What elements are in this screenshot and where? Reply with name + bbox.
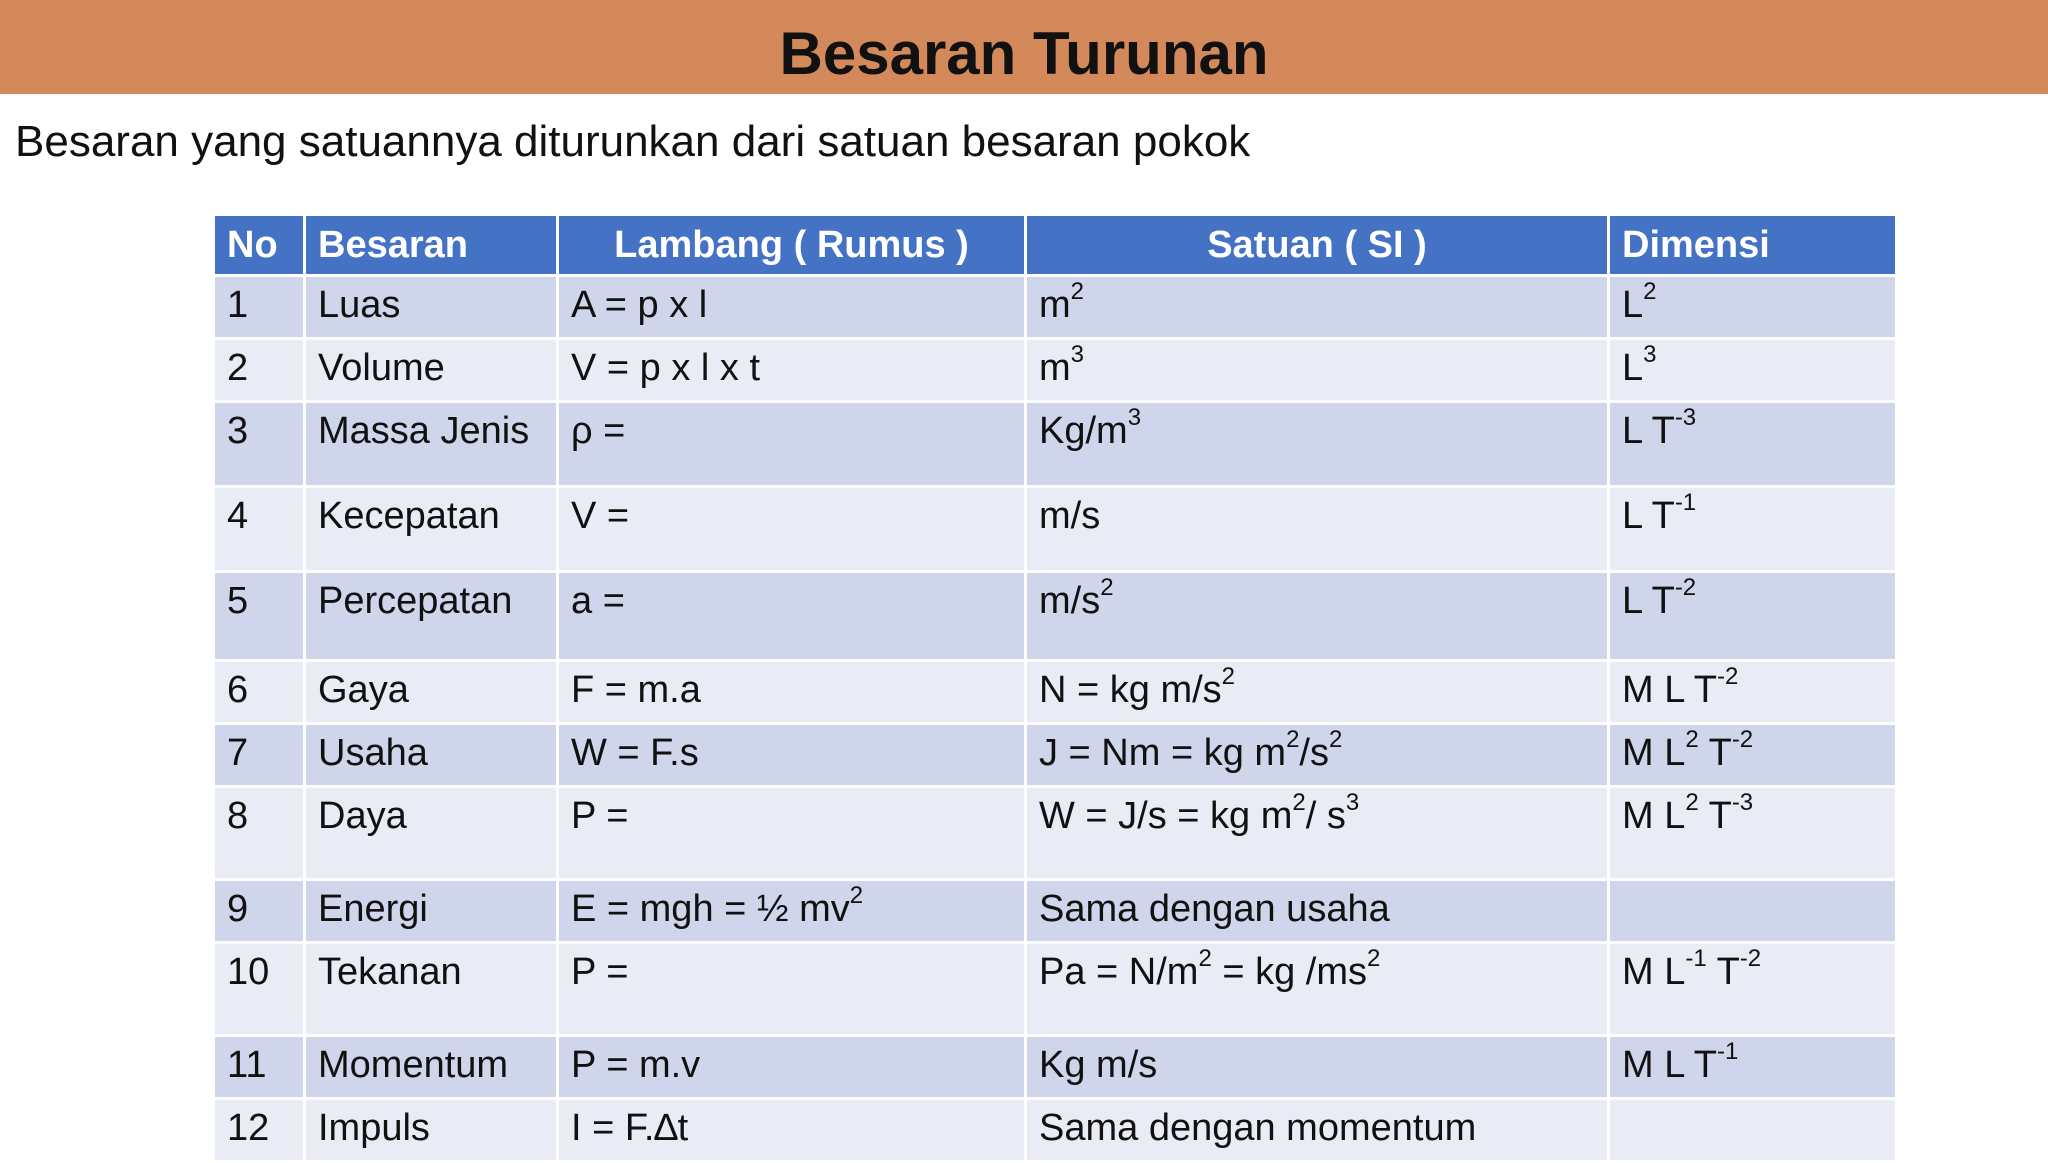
table-row	[214, 943, 1897, 1036]
cell-dimensi: $L^2$	[1609, 276, 1897, 339]
cell-besaran: Massa Jenis	[305, 402, 558, 487]
cell-no: 8	[214, 787, 305, 880]
cell-no: 4	[214, 487, 305, 572]
cell-besaran: Usaha	[305, 724, 558, 787]
cell-dimensi: L $T^{-2}$	[1609, 572, 1897, 661]
cell-lambang: a =	[558, 572, 1026, 661]
table-row	[214, 724, 1897, 787]
cell-satuan: Sama dengan momentum	[1026, 1099, 1609, 1162]
cell-no: 3	[214, 402, 305, 487]
cell-no: 12	[214, 1099, 305, 1162]
slide-subtitle: Besaran yang satuannya diturunkan dari satuan besaran pokok	[15, 117, 1251, 166]
cell-no: 1	[214, 276, 305, 339]
cell-satuan: $m^3$	[1026, 339, 1609, 402]
cell-lambang: E = mgh = ½ $mv^2$	[558, 880, 1026, 943]
cell-satuan: $m^2$	[1026, 276, 1609, 339]
cell-lambang: F = m.a	[558, 661, 1026, 724]
table-row	[214, 487, 1897, 572]
cell-no: 5	[214, 572, 305, 661]
cell-lambang: A = p x l	[558, 276, 1026, 339]
cell-besaran: Tekanan	[305, 943, 558, 1036]
cell-no: 10	[214, 943, 305, 1036]
cell-satuan: Sama dengan usaha	[1026, 880, 1609, 943]
cell-dimensi: M L $T^{-2}$	[1609, 661, 1897, 724]
table-row	[214, 661, 1897, 724]
cell-satuan: Kg m/s	[1026, 1036, 1609, 1099]
table-row	[214, 572, 1897, 661]
cell-lambang: V = p x l x t	[558, 339, 1026, 402]
table-header-row	[214, 215, 1897, 276]
cell-besaran: Kecepatan	[305, 487, 558, 572]
cell-dimensi: L $T^{-3}$	[1609, 402, 1897, 487]
cell-no: 9	[214, 880, 305, 943]
header-no: No	[214, 215, 305, 276]
cell-no: 11	[214, 1036, 305, 1099]
cell-besaran: Volume	[305, 339, 558, 402]
cell-lambang: W = F.s	[558, 724, 1026, 787]
cell-besaran: Momentum	[305, 1036, 558, 1099]
cell-satuan: m/s	[1026, 487, 1609, 572]
table-row	[214, 276, 1897, 339]
cell-besaran: Energi	[305, 880, 558, 943]
table-row	[214, 1036, 1897, 1099]
table-row	[214, 402, 1897, 487]
cell-lambang: P =	[558, 943, 1026, 1036]
cell-dimensi: M L $T^{-1}$	[1609, 1036, 1897, 1099]
cell-satuan: $Kg/m^3$	[1026, 402, 1609, 487]
slide-title: Besaran Turunan	[779, 20, 1269, 87]
cell-dimensi: M $L^2$ $T^{-2}$	[1609, 724, 1897, 787]
cell-satuan: J = Nm = kg $m^2/s^2$	[1026, 724, 1609, 787]
table-row	[214, 339, 1897, 402]
cell-satuan: W = J/s = kg $m^2/$ $s^3$	[1026, 787, 1609, 880]
header-satuan: Satuan ( SI )	[1026, 215, 1609, 276]
cell-lambang: P =	[558, 787, 1026, 880]
cell-besaran: Percepatan	[305, 572, 558, 661]
cell-dimensi	[1609, 880, 1897, 943]
cell-no: 6	[214, 661, 305, 724]
cell-satuan: $m/s^2$	[1026, 572, 1609, 661]
header-dimensi: Dimensi	[1609, 215, 1897, 276]
table-row	[214, 1099, 1897, 1162]
cell-dimensi: L $T^{-1}$	[1609, 487, 1897, 572]
derived-quantities-table	[212, 213, 1898, 1163]
cell-besaran: Daya	[305, 787, 558, 880]
table-row	[214, 787, 1897, 880]
cell-satuan: N = kg $m/s^2$	[1026, 661, 1609, 724]
cell-no: 2	[214, 339, 305, 402]
cell-besaran: Luas	[305, 276, 558, 339]
cell-no: 7	[214, 724, 305, 787]
header-lambang: Lambang ( Rumus )	[558, 215, 1026, 276]
cell-dimensi: $L^3$	[1609, 339, 1897, 402]
cell-besaran: Gaya	[305, 661, 558, 724]
table-row	[214, 880, 1897, 943]
cell-lambang: ρ =	[558, 402, 1026, 487]
cell-lambang: I = F.∆t	[558, 1099, 1026, 1162]
cell-dimensi: M $L^2$ $T^{-3}$	[1609, 787, 1897, 880]
cell-lambang: P = m.v	[558, 1036, 1026, 1099]
header-besaran: Besaran	[305, 215, 558, 276]
cell-besaran: Impuls	[305, 1099, 558, 1162]
cell-lambang: V =	[558, 487, 1026, 572]
cell-satuan: $Pa = N/m^2$ = kg $/ms^2$	[1026, 943, 1609, 1036]
cell-dimensi	[1609, 1099, 1897, 1162]
cell-dimensi: M $L^{-1}$ $T^{-2}$	[1609, 943, 1897, 1036]
